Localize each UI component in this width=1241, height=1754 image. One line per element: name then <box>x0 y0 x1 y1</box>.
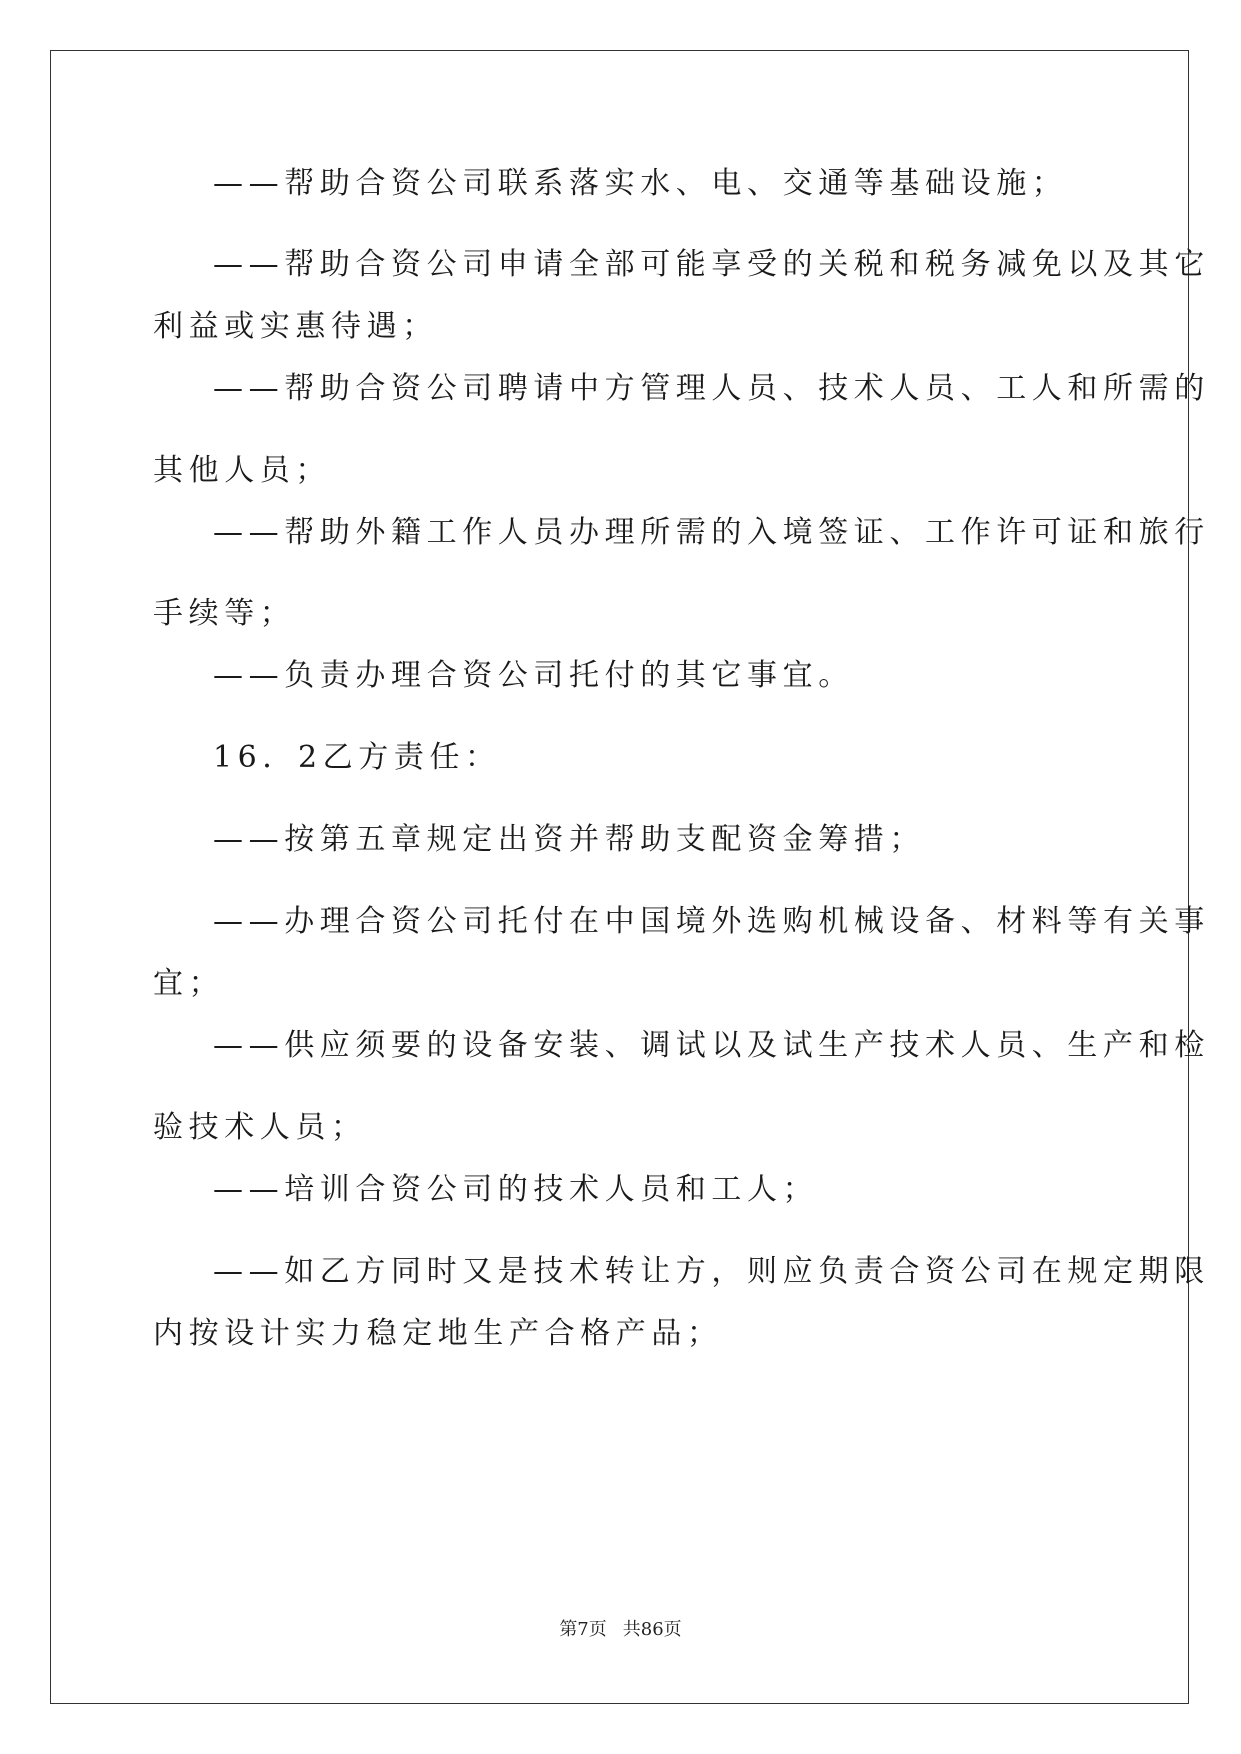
page-border <box>50 50 1189 1704</box>
paragraph-line: ——按第五章规定出资并帮助支配资金筹措； <box>213 822 925 857</box>
paragraph-line: ——供应须要的设备安装、调试以及试生产技术人员、生产和检 <box>213 1028 1210 1063</box>
paragraph-line: ——负责办理合资公司托付的其它事宜。 <box>213 658 854 693</box>
paragraph-line: ——办理合资公司托付在中国境外选购机械设备、材料等有关事 <box>213 904 1210 939</box>
paragraph-line: 内按设计实力稳定地生产合格产品； <box>153 1316 723 1351</box>
page-footer <box>0 1618 1241 1642</box>
paragraph-line: 手续等； <box>153 596 296 631</box>
paragraph-line: ——帮助合资公司申请全部可能享受的关税和税务减免以及其它 <box>213 247 1210 282</box>
paragraph-line: 利益或实惠待遇； <box>153 309 438 344</box>
section-heading: 16．2乙方责任： <box>213 740 501 775</box>
paragraph-line: ——帮助外籍工作人员办理所需的入境签证、工作许可证和旅行 <box>213 515 1210 550</box>
paragraph-line: 验技术人员； <box>153 1110 367 1145</box>
page-number: 第7页 <box>559 1619 607 1640</box>
paragraph-line: 宜； <box>153 966 225 1001</box>
paragraph-line: 其他人员； <box>153 453 331 488</box>
paragraph-line: ——帮助合资公司聘请中方管理人员、技术人员、工人和所需的 <box>213 371 1210 406</box>
page-total: 共86页 <box>622 1619 682 1640</box>
paragraph-line: ——如乙方同时又是技术转让方，则应负责合资公司在规定期限 <box>213 1254 1210 1289</box>
paragraph-line: ——帮助合资公司联系落实水、电、交通等基础设施； <box>213 166 1068 201</box>
paragraph-line: ——培训合资公司的技术人员和工人； <box>213 1172 819 1207</box>
